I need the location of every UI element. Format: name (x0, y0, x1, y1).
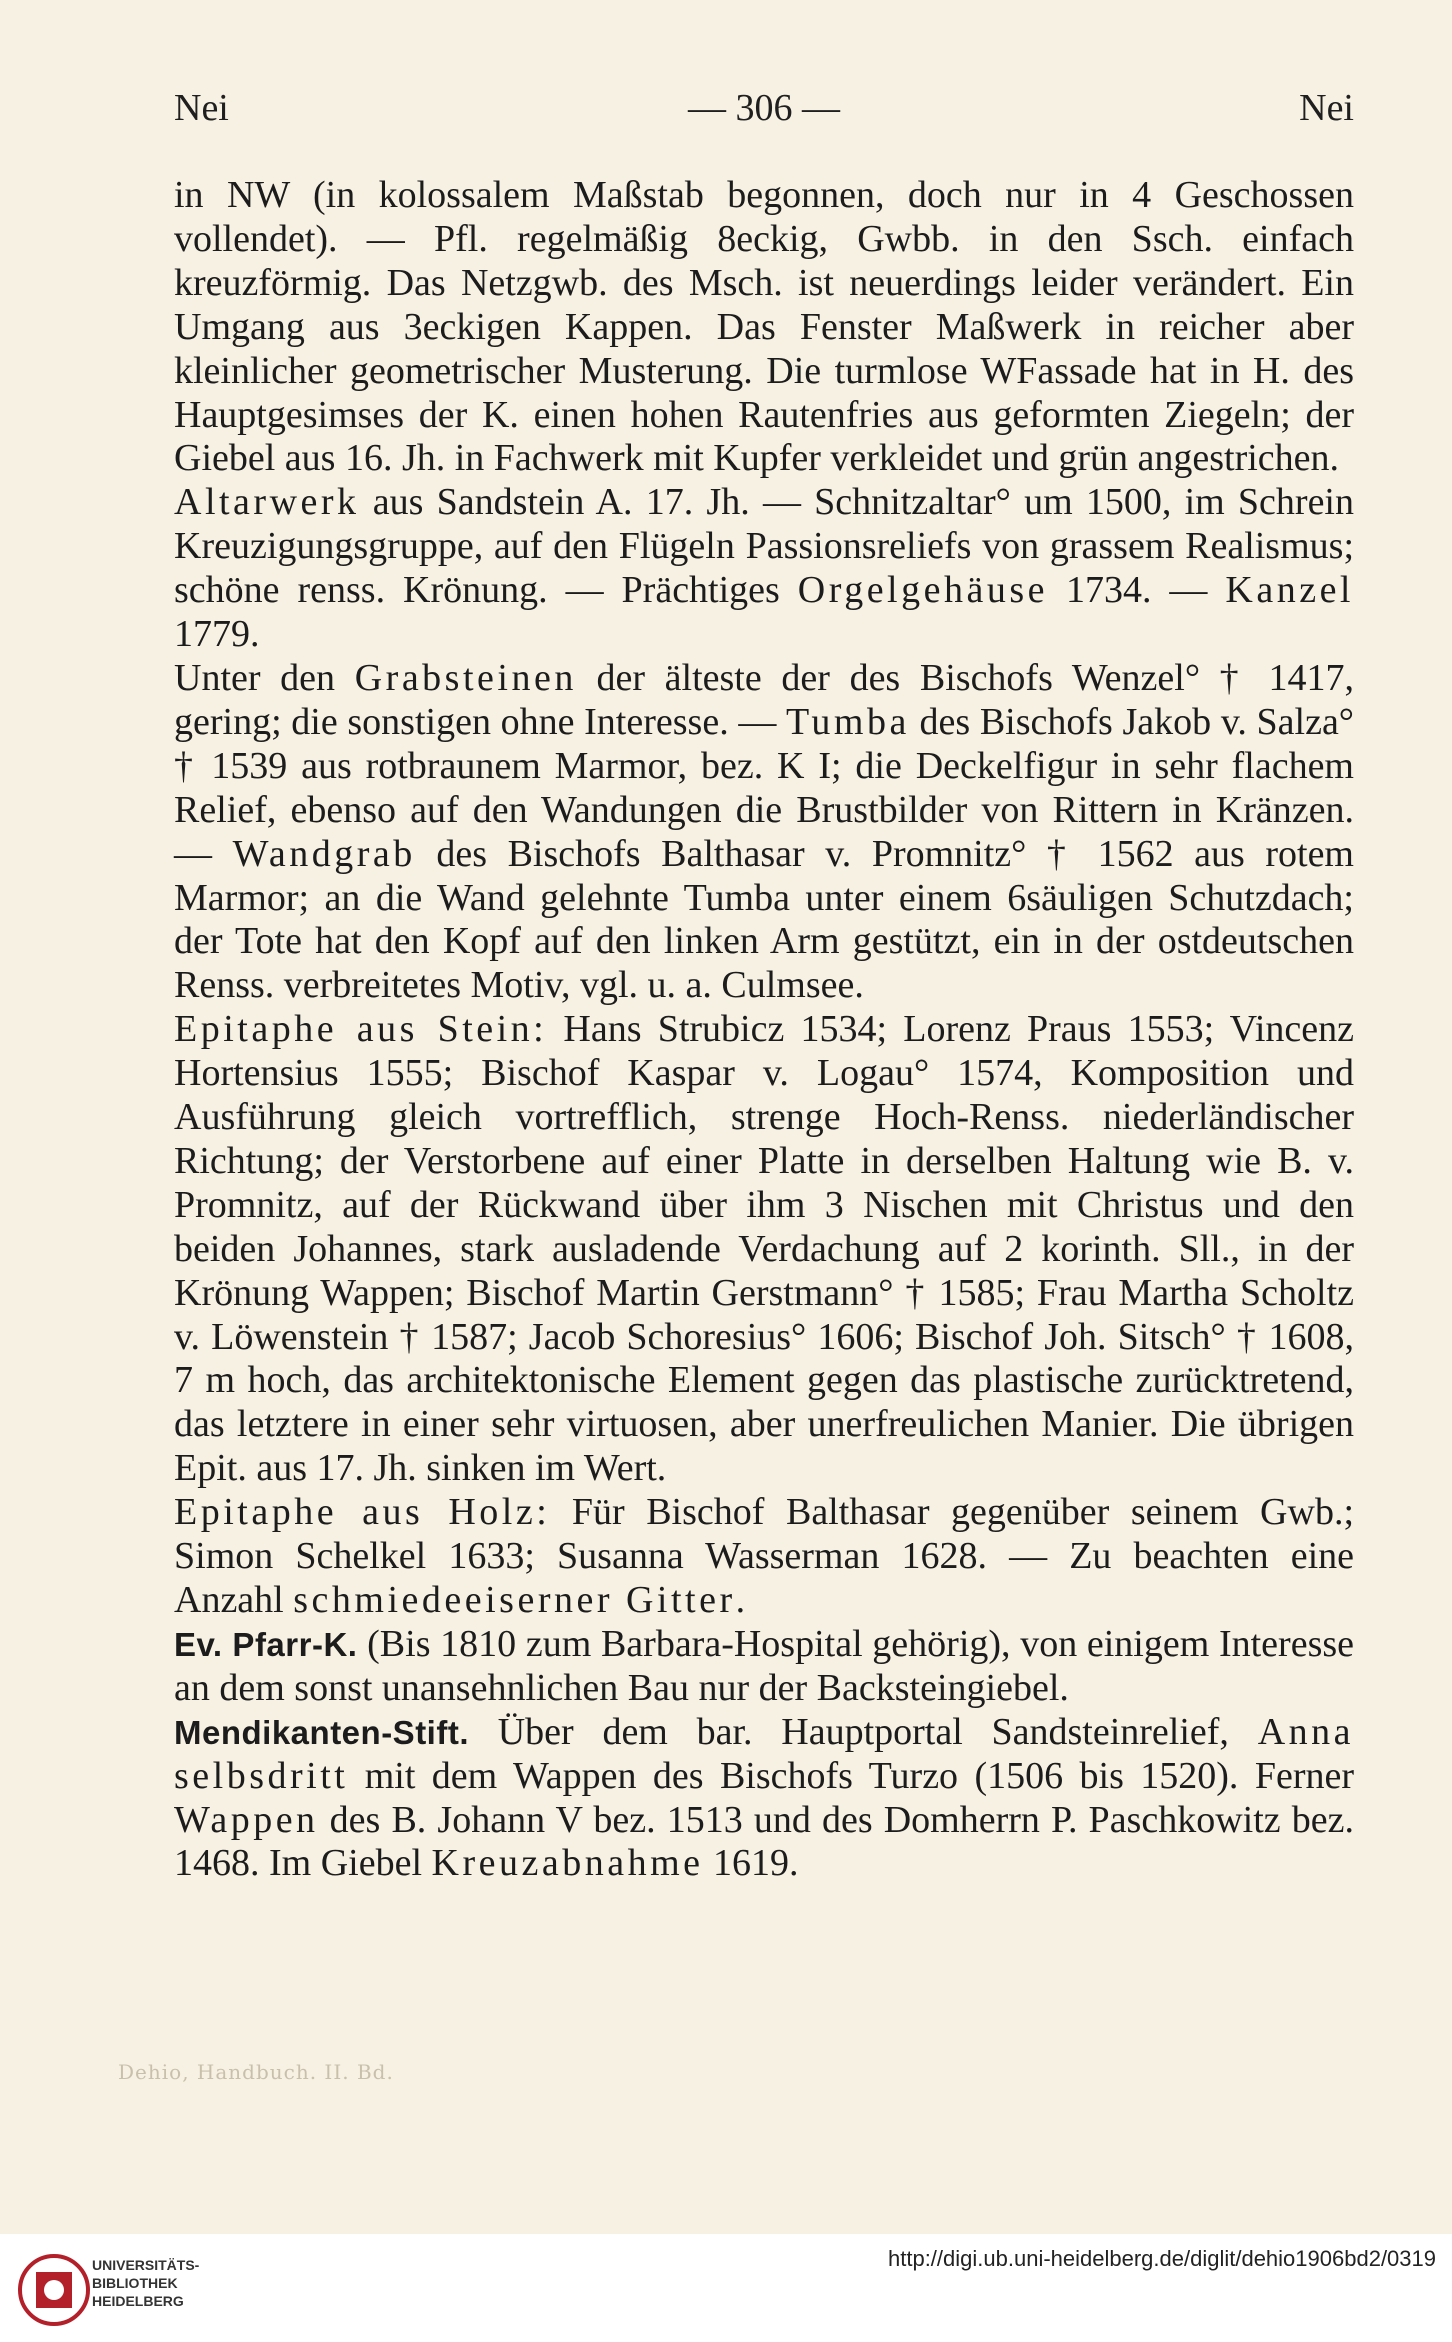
term-wandgrab: Wandgrab (232, 832, 416, 875)
header-left-keyword: Nei (174, 87, 229, 129)
paragraph-architecture: in NW (in kolossalem Maßstab begonnen, doch nur in 4 Geschossen vollendet). — Pfl. regelmäßig 8eckig, Gwbb. in den Ssch. einfach kreuzförmig. Das Netzgwb. des Msch. ist neuerdings leider verändert. Ein Umgang aus 3eckigen Kappen. Das Fenster Maßwerk in reicher aber kleinlicher geometrischer Musterung. Die turmlose WFassade hat in H. des Hauptgesimses der K. einen hohen Rautenfries aus geformten Ziegeln; der Giebel aus 16. Jh. in Fachwerk mit Kupfer verkleidet und grün angestrichen. (174, 174, 1354, 480)
term-wappen: Wappen (174, 1798, 319, 1841)
heading-mendikanten-stift: Mendikanten-Stift. (174, 1713, 469, 1751)
term-kanzel: Kanzel (1225, 569, 1354, 612)
paragraph-pfarrkirche: Ev. Pfarr-K. (Bis 1810 zum Barbara-Hospital gehörig), von einigem Interesse an dem sonst unansehnlichen Bau nur der Backsteingiebel. (174, 1622, 1355, 1709)
permalink-url[interactable]: http://digi.ub.uni-heidelberg.de/diglit/dehio1906bd2/0319 (888, 2246, 1436, 2271)
paragraph-mendikanten: Mendikanten-Stift. Über dem bar. Hauptportal Sandsteinrelief, Anna selbsdritt mit dem Wappen des Bischofs Turzo (1506 bis 1520). Ferner Wappen des B. Johann V bez. 1513 und des Domherrn P. Paschkowitz bez. 1468. Im Giebel Kreuzabnahme 1619. (174, 1710, 1354, 1885)
paragraph-altar: Altarwerk aus Sandstein A. 17. Jh. — Schnitzaltar° um 1500, im Schrein Kreuzigungsgruppe, auf den Flügeln Passionsreliefs von grassem Realismus; schöne renss. Krönung. — Prächtiges Orgelgehäuse 1734. — Kanzel 1779. (174, 481, 1354, 656)
library-name: UNIVERSITÄTS- BIBLIOTHEK HEIDELBERG (92, 2257, 200, 2309)
university-logo-icon (14, 2250, 94, 2330)
running-header (174, 86, 1354, 138)
header-right-keyword: Nei (1299, 87, 1354, 129)
heading-ev-pfarr-k: Ev. Pfarr-K. (174, 1625, 358, 1663)
term-epitaphe-holz: Epitaphe aus Holz: (174, 1491, 551, 1534)
term-tumba: Tumba (786, 700, 910, 743)
term-orgelgehaeuse: Orgelgehäuse (797, 569, 1049, 612)
term-altarwerk: Altarwerk (174, 481, 360, 524)
digitization-footer (0, 2234, 1452, 2342)
term-kreuzabnahme: Kreuzabnahme (431, 1842, 704, 1885)
paragraph-grabsteine: Unter den Grabsteinen der älteste der des Bischofs Wenzel° † 1417, gering; die sonstigen ohne Interesse. — Tumba des Bischofs Jakob v. Salza° † 1539 aus rotbraunem Marmor, bez. K I; die Deckelfigur in sehr flachem Relief, ebenso auf den Wandungen die Brustbilder von Rittern in Kränzen. — Wandgrab des Bischofs Balthasar v. Promnitz° † 1562 aus rotem Marmor; an die Wand gelehnte Tumba unter einem 6säuligen Schutzdach; der Tote hat den Kopf auf den linken Arm gestützt, ein in der ostdeutschen Renss. verbreitetes Motiv, vgl. u. a. Culmsee. (174, 656, 1355, 1007)
page-number: — 306 — (688, 87, 840, 129)
term-anna-selbsdritt: Anna selbsdritt (174, 1710, 1354, 1797)
bleed-through-text: Dehio, Handbuch. II. Bd. (118, 2060, 394, 2084)
paragraph-epitaphe-holz: Epitaphe aus Holz: Für Bischof Balthasar gegenüber seinem Gwb.; Simon Schelkel 1633; Susanna Wasserman 1628. — Zu beachten eine Anzahl schmiedeeiserner Gitter. (174, 1491, 1355, 1621)
term-gitter: schmiedeeiserner Gitter (293, 1579, 736, 1621)
paragraph-epitaphe-stein: Epitaphe aus Stein: Hans Strubicz 1534; Lorenz Praus 1553; Vincenz Hortensius 1555; Bischof Kaspar v. Logau° 1574, Komposition und Ausführung gleich vortrefflich, strenge Hoch-Renss. niederländischer Richtung; der Verstorbene auf einer Platte in derselben Haltung wie B. v. Promnitz, auf der Rückwand über ihm 3 Nischen mit Christus und den beiden Johannes, stark ausladende Verdachung auf 2 korinth. Sll., in der Krönung Wappen; Bischof Martin Gerstmann° † 1585; Frau Martha Scholtz v. Löwenstein † 1587; Jacob Schoresius° 1606; Bischof Joh. Sitsch° † 1608, 7 m hoch, das architektonische Element gegen das plastische zurücktretend, das letztere in einer sehr virtuosen, aber unerfreulichen Manier. Die übrigen Epit. aus 17. Jh. sinken im Wert. (174, 1008, 1354, 1490)
term-grabsteinen: Grabsteinen (354, 656, 577, 699)
term-epitaphe-stein: Epitaphe aus Stein: (174, 1008, 548, 1051)
body-text (174, 174, 1354, 1886)
